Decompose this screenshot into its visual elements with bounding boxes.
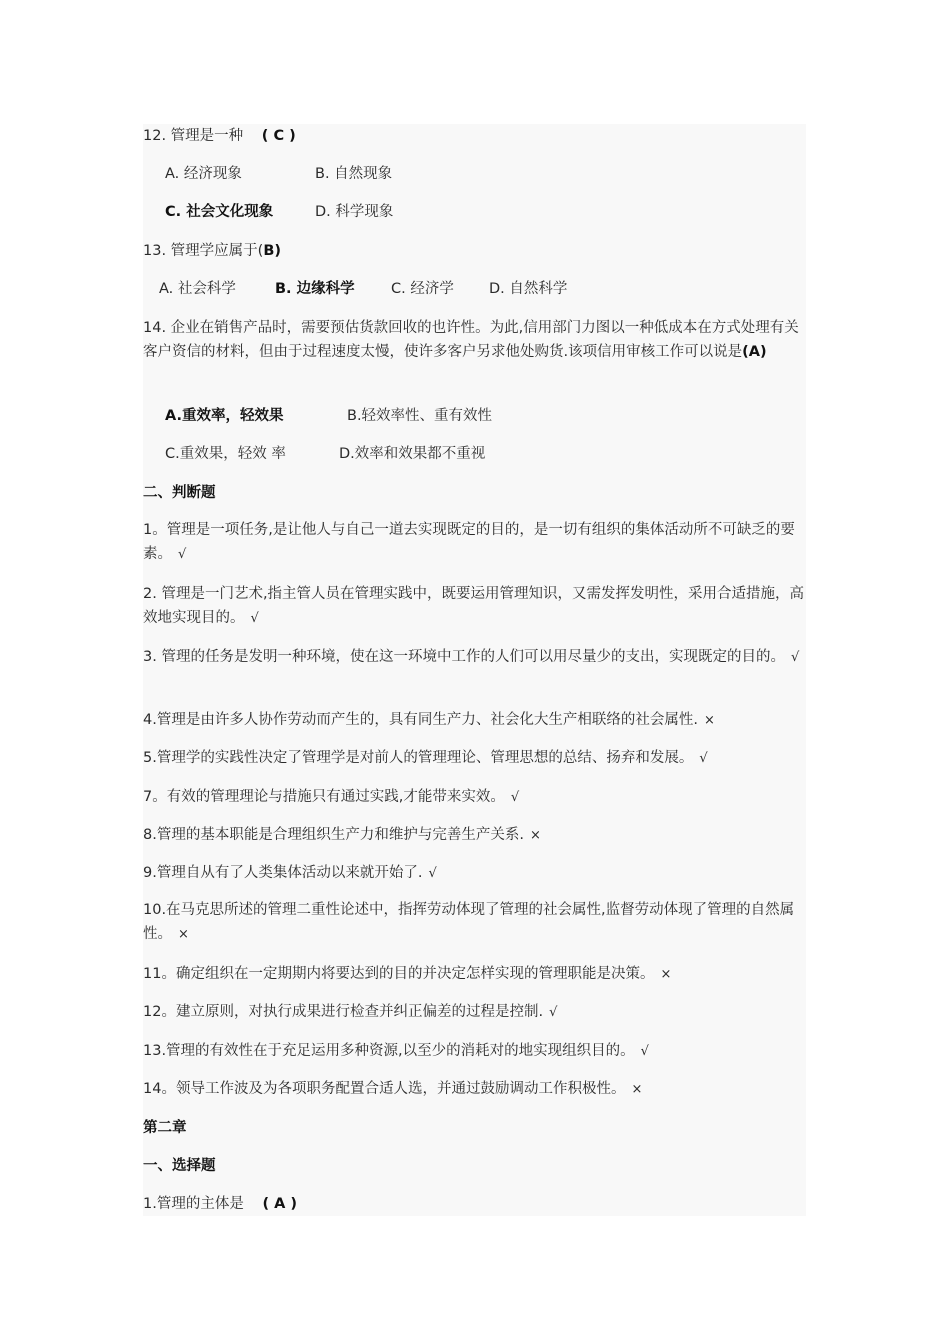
option-c: C. 社会文化现象 — [165, 204, 274, 220]
judgment-mark: √ — [640, 1044, 649, 1059]
question-14 — [143, 316, 806, 364]
judgment-text: 1。管理是一项任务,是让他人与自己一道去实现既定的目的，是一切有组织的集体活动所不可缺乏的要素。 — [143, 522, 795, 562]
judgment-mark: √ — [428, 866, 437, 881]
judgment-text: 3. 管理的任务是发明一种环境，使在这一环境中工作的人们可以用尽量少的支出，实现既定的目的。 — [143, 649, 785, 665]
judgment-item — [143, 1001, 806, 1024]
judgment-mark: √ — [178, 547, 187, 562]
judgment-text: 7。有效的管理理论与措施只有通过实践,才能带来实效。 — [143, 789, 505, 805]
question-stem: 1.管理的主体是 — [143, 1196, 249, 1212]
judgment-text: 4.管理是由许多人协作劳动而产生的，具有同生产力、社会化大生产相联络的社会属性. — [143, 712, 698, 728]
judgment-item — [143, 709, 806, 732]
judgment-mark: × — [703, 713, 715, 728]
judgment-item — [143, 1078, 806, 1101]
judgment-text: 10.在马克思所述的管理二重性论述中，指挥劳动体现了管理的社会属性,监督劳动体现了管理的自然属性。 — [143, 902, 795, 942]
option-d: D. 科学现象 — [315, 204, 394, 220]
question-stem: 13. 管理学应属于( — [143, 243, 264, 259]
judgment-text: 2. 管理是一门艺术,指主管人员在管理实践中，既要运用管理知识，又需发挥发明性，采用合适措施，高效地实现目的。 — [143, 586, 805, 626]
option-a: A. 社会科学 — [159, 281, 236, 297]
judgment-text: 14。领导工作波及为各项职务配置合适人选，并通过鼓励调动工作积极性。 — [143, 1081, 626, 1097]
judgment-item — [143, 824, 806, 847]
option-c: C.重效果，轻效 率 — [165, 446, 286, 462]
judgment-mark: × — [529, 828, 541, 843]
judgment-item — [143, 747, 806, 770]
judgment-item — [143, 582, 806, 631]
judgment-item — [143, 518, 806, 567]
option-a: A.重效率，轻效果 — [165, 408, 284, 424]
section-title: 一、选择题 — [143, 1158, 216, 1174]
judgment-mark: × — [631, 1082, 643, 1097]
question-stem: 12. 管理是一种 — [143, 128, 248, 144]
judgment-mark: √ — [549, 1005, 558, 1020]
judgment-text: 8.管理的基本职能是合理组织生产力和维护与完善生产关系. — [143, 827, 524, 843]
judgment-item — [143, 963, 806, 986]
judgment-item — [143, 1040, 806, 1063]
option-d: D.效率和效果都不重视 — [339, 446, 486, 462]
judgment-text: 9.管理自从有了人类集体活动以来就开始了. — [143, 865, 423, 881]
judgment-text: 5.管理学的实践性决定了管理学是对前人的管理理论、管理思想的总结、扬弃和发展。 — [143, 750, 694, 766]
question-answer: ( A ) — [262, 1196, 298, 1212]
judgment-mark: √ — [510, 790, 520, 805]
chapter2-question-1 — [143, 1193, 806, 1215]
judgment-mark: √ — [790, 650, 800, 665]
question-answer: ( C ) — [261, 128, 296, 144]
question-stem: 14. 企业在销售产品时，需要预估货款回收的也许性。为此,信用部门力图以一种低成本在方式处理有关客户资信的材料，但由于过程速度太慢，使许多客户另求他处购货.该项信用审核工作可以说是 — [143, 320, 799, 360]
question-answer: B) — [263, 243, 282, 259]
judgment-mark: √ — [699, 751, 708, 766]
option-a: A. 经济现象 — [165, 166, 242, 182]
question-answer: (A) — [742, 344, 767, 360]
judgment-item — [143, 898, 806, 947]
judgment-mark: × — [178, 927, 189, 942]
judgment-text: 11。确定组织在一定期期内将要达到的目的并决定怎样实现的管理职能是决策。 — [143, 966, 655, 982]
option-b: B.轻效率性、重有效性 — [347, 408, 493, 424]
judgment-mark: √ — [250, 611, 259, 626]
judgment-text: 12。建立原则，对执行成果进行检查并纠正偏差的过程是控制. — [143, 1004, 544, 1020]
chapter-title: 第二章 — [143, 1120, 187, 1136]
question-12 — [143, 125, 806, 147]
option-b: B. 自然现象 — [315, 166, 393, 182]
judgment-item — [143, 645, 806, 670]
option-b: B. 边缘科学 — [275, 281, 355, 297]
option-d: D. 自然科学 — [489, 281, 568, 297]
section-title: 二、判断题 — [143, 485, 216, 501]
judgment-mark: × — [660, 967, 672, 982]
judgment-text: 13.管理的有效性在于充足运用多种资源,以至少的消耗对的地实现组织目的。 — [143, 1043, 635, 1059]
question-13 — [143, 240, 806, 262]
option-c: C. 经济学 — [391, 281, 454, 297]
judgment-item — [143, 862, 806, 885]
judgment-item — [143, 786, 806, 809]
